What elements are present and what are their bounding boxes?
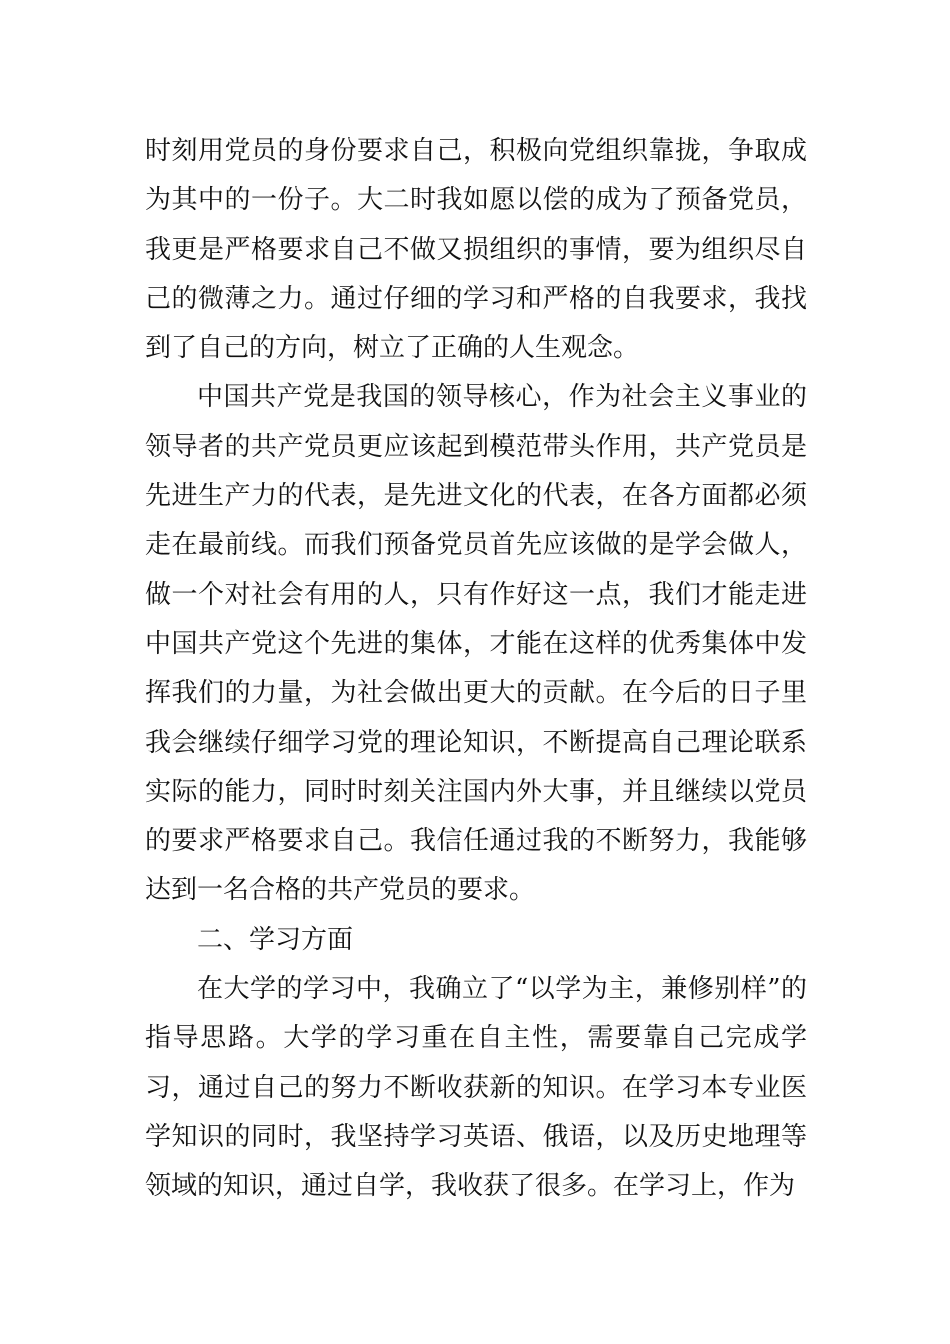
- body-text: [145, 127, 807, 1212]
- paragraph-continuation: 时刻用党员的身份要求自己，积极向党组织靠拢，争取成为其中的一份子。大二时我如愿以偿的成为了预备党员，我更是严格要求自己不做又损组织的事情，要为组织尽自己的微薄之力。通过仔细的学习和严格的自我要求，我找到了自己的方向，树立了正确的人生观念。: [145, 136, 807, 364]
- paragraph-study: 在大学的学习中，我确立了“以学为主，兼修别样”的指导思路。大学的学习重在自主性，需要靠自己完成学习，通过自己的努力不断收获新的知识。在学习本专业医学知识的同时，我坚持学习英语、俄语，以及历史地理等领域的知识，通过自学，我收获了很多。在学习上，作为: [145, 974, 807, 1202]
- paragraph-party-role: 中国共产党是我国的领导核心，作为社会主义事业的领导者的共产党员更应该起到模范带头作用，共产党员是先进生产力的代表，是先进文化的代表，在各方面都必须走在最前线。而我们预备党员首先应该做的是学会做人，做一个对社会有用的人，只有作好这一点，我们才能走进中国共产党这个先进的集体，才能在这样的优秀集体中发挥我们的力量，为社会做出更大的贡献。在今后的日子里我会继续仔细学习党的理论知识，不断提高自己理论联系实际的能力，同时时刻关注国内外大事，并且继续以党员的要求严格要求自己。我信任通过我的不断努力，我能够达到一名合格的共产党员的要求。: [145, 382, 807, 906]
- section-heading-study: 二、学习方面: [197, 924, 354, 955]
